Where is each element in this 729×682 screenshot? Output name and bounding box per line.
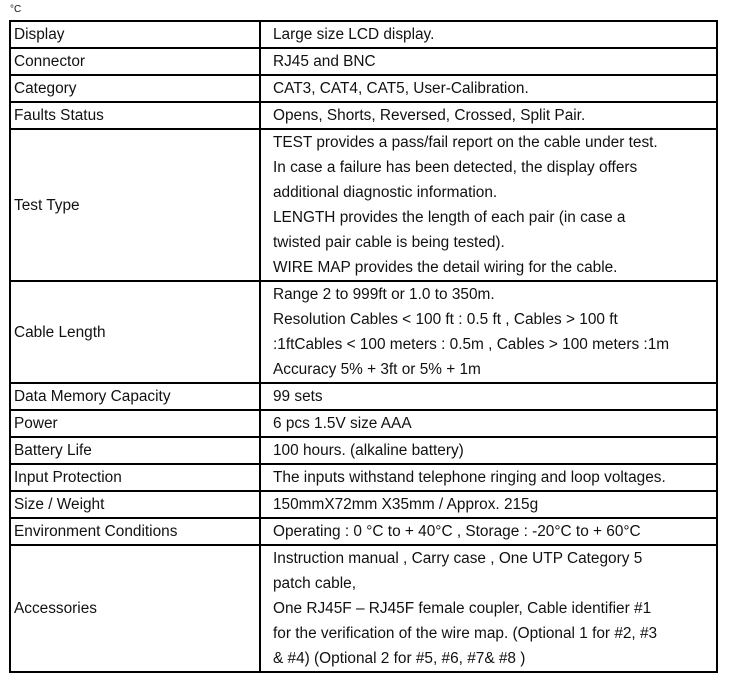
spec-label: Power — [10, 410, 260, 437]
spec-value-line: 99 sets — [273, 388, 323, 405]
spec-value-line: TEST provides a pass/fail report on the cable under test. — [273, 134, 658, 151]
spec-row — [10, 383, 717, 410]
spec-value-line: for the verification of the wire map. (Optional 1 for #2, #3 — [273, 625, 658, 642]
spec-value-line: Accuracy 5% + 3ft or 5% + 1m — [273, 361, 481, 378]
spec-value-line: Large size LCD display. — [273, 26, 435, 43]
spec-row — [10, 464, 717, 491]
specifications-table-body — [10, 21, 717, 672]
spec-value-line: twisted pair cable is being tested). — [273, 234, 505, 251]
spec-value-line: One RJ45F – RJ45F female coupler, Cable identifier #1 — [273, 600, 652, 617]
spec-value-line: additional diagnostic information. — [273, 184, 498, 201]
degree-celsius-note: °C — [10, 4, 22, 15]
spec-row — [10, 129, 717, 281]
spec-value-line: Opens, Shorts, Reversed, Crossed, Split Pair. — [273, 107, 586, 124]
spec-value — [260, 129, 717, 281]
spec-row — [10, 491, 717, 518]
spec-value-line: & #4) (Optional 2 for #5, #6, #7& #8 ) — [273, 650, 526, 667]
spec-value — [260, 281, 717, 383]
spec-value-line: 150mmX72mm X35mm / Approx. 215g — [273, 496, 539, 513]
spec-value-line: CAT3, CAT4, CAT5, User-Calibration. — [273, 80, 529, 97]
spec-value — [260, 75, 717, 102]
spec-value-line: Operating : 0 °C to + 40°C , Storage : -20°C to + 60°C — [273, 523, 641, 540]
spec-value-line: WIRE MAP provides the detail wiring for the cable. — [273, 259, 618, 276]
spec-value-line: Range 2 to 999ft or 1.0 to 350m. — [273, 286, 495, 303]
spec-row — [10, 21, 717, 48]
specifications-table — [9, 20, 718, 673]
spec-value — [260, 48, 717, 75]
spec-value-line: The inputs withstand telephone ringing and loop voltages. — [273, 469, 666, 486]
spec-value — [260, 464, 717, 491]
spec-label: Connector — [10, 48, 260, 75]
spec-label: Input Protection — [10, 464, 260, 491]
spec-value — [260, 410, 717, 437]
spec-row — [10, 518, 717, 545]
spec-label: Size / Weight — [10, 491, 260, 518]
spec-value — [260, 518, 717, 545]
spec-label: Data Memory Capacity — [10, 383, 260, 410]
spec-row — [10, 410, 717, 437]
spec-label: Test Type — [10, 129, 260, 281]
spec-label: Category — [10, 75, 260, 102]
spec-row — [10, 437, 717, 464]
spec-value-line: RJ45 and BNC — [273, 53, 376, 70]
spec-value-line: Instruction manual , Carry case , One UTP Category 5 — [273, 550, 643, 567]
spec-value — [260, 102, 717, 129]
spec-label: Accessories — [10, 545, 260, 672]
spec-value-line: Resolution Cables < 100 ft : 0.5 ft , Cables > 100 ft — [273, 311, 618, 328]
spec-value — [260, 383, 717, 410]
spec-value-line: :1ftCables < 100 meters : 0.5m , Cables > 100 meters :1m — [273, 336, 670, 353]
spec-label: Battery Life — [10, 437, 260, 464]
spec-value-line: 100 hours. (alkaline battery) — [273, 442, 464, 459]
spec-value-line: patch cable, — [273, 575, 356, 592]
spec-label: Faults Status — [10, 102, 260, 129]
spec-value — [260, 545, 717, 672]
spec-value — [260, 491, 717, 518]
spec-row — [10, 75, 717, 102]
spec-row — [10, 48, 717, 75]
spec-value-line: LENGTH provides the length of each pair (in case a — [273, 209, 626, 226]
spec-row — [10, 102, 717, 129]
spec-label: Environment Conditions — [10, 518, 260, 545]
spec-value — [260, 437, 717, 464]
spec-value-line: 6 pcs 1.5V size AAA — [273, 415, 412, 432]
spec-row — [10, 281, 717, 383]
spec-value — [260, 21, 717, 48]
spec-value-line: In case a failure has been detected, the display offers — [273, 159, 638, 176]
spec-label: Cable Length — [10, 281, 260, 383]
spec-row — [10, 545, 717, 672]
spec-label: Display — [10, 21, 260, 48]
